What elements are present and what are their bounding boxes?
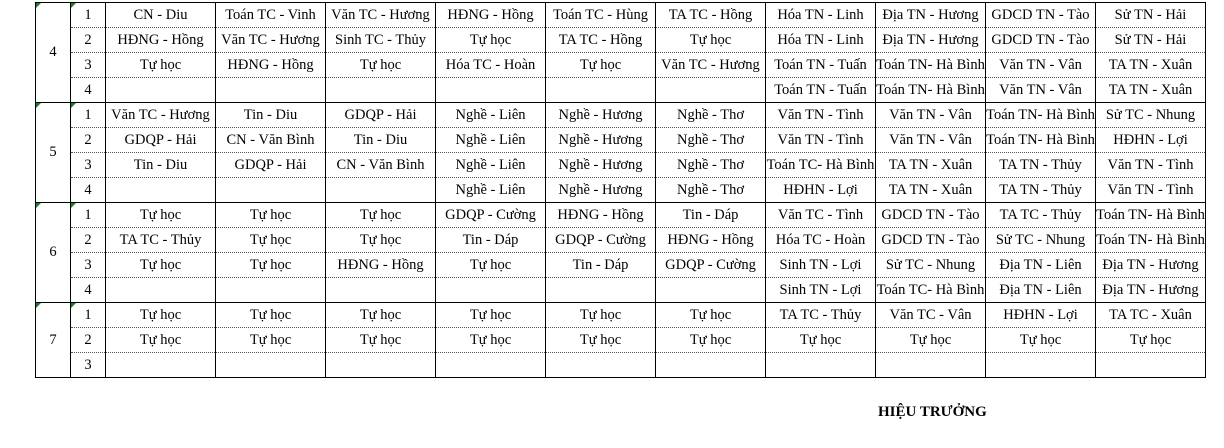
schedule-cell[interactable]: Văn TN - Vân — [876, 103, 986, 128]
schedule-cell[interactable] — [106, 278, 216, 303]
schedule-cell[interactable]: Toán TN- Hà Bình — [876, 53, 986, 78]
table-row — [36, 103, 1206, 128]
schedule-cell[interactable]: Toán TN- Hà Bình — [1096, 228, 1206, 253]
schedule-cell[interactable]: Tự học — [216, 228, 326, 253]
table-row — [36, 128, 1206, 153]
table-row — [36, 153, 1206, 178]
schedule-cell[interactable]: TA TN - Xuân — [1096, 53, 1206, 78]
schedule-cell[interactable] — [436, 278, 546, 303]
schedule-cell[interactable] — [326, 353, 436, 378]
schedule-cell[interactable]: Tự học — [216, 303, 326, 328]
period-cell[interactable]: 4 — [71, 178, 106, 203]
table-row — [36, 328, 1206, 353]
schedule-cell[interactable]: CN - Văn Bình — [216, 128, 326, 153]
schedule-cell[interactable] — [216, 353, 326, 378]
schedule-cell[interactable] — [436, 78, 546, 103]
schedule-cell[interactable]: Địa TN - Hương — [1096, 278, 1206, 303]
schedule-cell[interactable]: TA TC - Thủy — [986, 203, 1096, 228]
schedule-cell[interactable]: Tự học — [326, 328, 436, 353]
schedule-cell[interactable] — [546, 353, 656, 378]
schedule-cell[interactable]: Toán TN- Hà Bình — [986, 128, 1096, 153]
schedule-cell[interactable]: Tự học — [106, 253, 216, 278]
schedule-cell[interactable]: Sử TN - Hải — [1096, 3, 1206, 28]
schedule-cell[interactable]: TA TC - Thủy — [106, 228, 216, 253]
schedule-cell[interactable]: Hóa TN - Linh — [766, 28, 876, 53]
schedule-cell[interactable]: Tự học — [106, 303, 216, 328]
schedule-cell[interactable]: Nghề - Liên — [436, 103, 546, 128]
schedule-cell[interactable]: TA TN - Xuân — [876, 178, 986, 203]
day-cell[interactable]: 5 — [36, 103, 71, 203]
schedule-cell[interactable] — [216, 78, 326, 103]
schedule-cell[interactable]: Tự học — [326, 53, 436, 78]
schedule-cell[interactable]: Tự học — [766, 328, 876, 353]
schedule-cell[interactable]: GDCD TN - Tào — [986, 3, 1096, 28]
day-cell[interactable]: 6 — [36, 203, 71, 303]
schedule-cell[interactable]: Văn TC - Hương — [326, 3, 436, 28]
schedule-cell[interactable]: Sinh TN - Lợi — [766, 278, 876, 303]
schedule-cell[interactable]: HĐHN - Lợi — [766, 178, 876, 203]
period-cell[interactable]: 1 — [71, 203, 106, 228]
schedule-cell[interactable] — [436, 353, 546, 378]
period-cell[interactable]: 4 — [71, 278, 106, 303]
schedule-cell[interactable]: Toán TN- Hà Bình — [1096, 203, 1206, 228]
schedule-cell[interactable] — [766, 353, 876, 378]
schedule-cell[interactable]: TA TC - Hồng — [546, 28, 656, 53]
schedule-cell[interactable]: Tự học — [876, 328, 986, 353]
schedule-cell[interactable]: HĐHN - Lợi — [1096, 128, 1206, 153]
schedule-cell[interactable]: HĐNG - Hồng — [656, 228, 766, 253]
schedule-cell[interactable]: Toán TC- Hà Bình — [876, 278, 986, 303]
schedule-cell[interactable]: Văn TC - Hương — [216, 28, 326, 53]
schedule-cell[interactable] — [106, 178, 216, 203]
table-row — [36, 353, 1206, 378]
schedule-cell[interactable]: TA TN - Thủy — [986, 153, 1096, 178]
timetable — [35, 2, 1206, 378]
schedule-cell[interactable]: Tin - Diu — [106, 153, 216, 178]
schedule-cell[interactable]: Văn TC - Tình — [766, 203, 876, 228]
schedule-cell[interactable]: Tự học — [106, 203, 216, 228]
schedule-cell[interactable]: Văn TN - Tình — [766, 128, 876, 153]
schedule-cell[interactable]: Văn TN - Vân — [986, 53, 1096, 78]
schedule-cell[interactable]: Địa TN - Hương — [1096, 253, 1206, 278]
schedule-cell[interactable]: CN - Văn Bình — [326, 153, 436, 178]
table-row — [36, 253, 1206, 278]
schedule-cell[interactable]: Tự học — [656, 28, 766, 53]
schedule-cell[interactable]: GDQP - Cường — [436, 203, 546, 228]
signature-title: HIỆU TRƯỞNG — [878, 404, 987, 420]
schedule-cell[interactable]: Sử TC - Nhung — [876, 253, 986, 278]
schedule-cell[interactable] — [656, 278, 766, 303]
schedule-cell[interactable]: Văn TN - Vân — [986, 78, 1096, 103]
period-cell[interactable]: 4 — [71, 78, 106, 103]
schedule-cell[interactable]: Hóa TC - Hoàn — [436, 53, 546, 78]
schedule-cell[interactable]: Nghề - Hương — [546, 178, 656, 203]
schedule-cell[interactable]: Tin - Dáp — [656, 203, 766, 228]
schedule-cell[interactable]: HĐNG - Hồng — [546, 203, 656, 228]
schedule-cell[interactable]: Tự học — [546, 303, 656, 328]
schedule-cell[interactable]: Toán TN - Tuấn — [766, 53, 876, 78]
schedule-cell[interactable]: GDQP - Hải — [216, 153, 326, 178]
schedule-cell[interactable]: Sử TC - Nhung — [1096, 103, 1206, 128]
schedule-cell[interactable]: Văn TN - Tình — [766, 103, 876, 128]
period-cell[interactable]: 2 — [71, 328, 106, 353]
schedule-cell[interactable]: Tự học — [1096, 328, 1206, 353]
schedule-cell[interactable]: Tự học — [216, 328, 326, 353]
schedule-cell[interactable]: Nghề - Thơ — [656, 153, 766, 178]
schedule-cell[interactable]: TA TN - Xuân — [876, 153, 986, 178]
schedule-cell[interactable]: Tự học — [436, 253, 546, 278]
schedule-cell[interactable] — [1096, 353, 1206, 378]
schedule-cell[interactable]: HĐNG - Hồng — [436, 3, 546, 28]
schedule-cell[interactable]: Tự học — [216, 203, 326, 228]
schedule-cell[interactable]: Sinh TC - Thủy — [326, 28, 436, 53]
schedule-cell[interactable]: Tin - Dáp — [546, 253, 656, 278]
schedule-cell[interactable]: Địa TN - Hương — [876, 3, 986, 28]
day-cell[interactable]: 7 — [36, 303, 71, 378]
schedule-cell[interactable] — [986, 353, 1096, 378]
schedule-cell[interactable]: Toán TN- Hà Bình — [986, 103, 1096, 128]
period-cell[interactable]: 1 — [71, 3, 106, 28]
schedule-cell[interactable]: Nghề - Liên — [436, 128, 546, 153]
schedule-cell[interactable]: Tự học — [106, 53, 216, 78]
schedule-cell[interactable]: Hóa TN - Linh — [766, 3, 876, 28]
table-row — [36, 28, 1206, 53]
schedule-cell[interactable]: Văn TC - Vân — [876, 303, 986, 328]
period-cell[interactable]: 2 — [71, 228, 106, 253]
schedule-cell[interactable]: CN - Diu — [106, 3, 216, 28]
schedule-cell[interactable]: Tự học — [656, 328, 766, 353]
schedule-cell[interactable]: Nghề - Hương — [546, 153, 656, 178]
schedule-cell[interactable]: Sinh TN - Lợi — [766, 253, 876, 278]
schedule-cell[interactable]: Địa TN - Liên — [986, 278, 1096, 303]
schedule-cell[interactable]: GDQP - Cường — [656, 253, 766, 278]
schedule-cell[interactable]: Tin - Diu — [216, 103, 326, 128]
schedule-cell[interactable]: Nghề - Thơ — [656, 103, 766, 128]
schedule-cell[interactable] — [656, 353, 766, 378]
schedule-cell[interactable] — [546, 278, 656, 303]
period-cell[interactable]: 2 — [71, 28, 106, 53]
schedule-cell[interactable] — [546, 78, 656, 103]
schedule-cell[interactable]: Nghề - Thơ — [656, 178, 766, 203]
period-cell[interactable]: 3 — [71, 153, 106, 178]
schedule-cell[interactable]: Tự học — [326, 228, 436, 253]
schedule-cell[interactable]: Nghề - Hương — [546, 128, 656, 153]
schedule-cell[interactable]: GDCD TN - Tào — [986, 28, 1096, 53]
table-row — [36, 278, 1206, 303]
timetable-body — [36, 3, 1206, 378]
table-row — [36, 3, 1206, 28]
schedule-cell[interactable]: GDQP - Cường — [546, 228, 656, 253]
schedule-cell[interactable] — [656, 78, 766, 103]
schedule-cell[interactable]: Văn TC - Hương — [656, 53, 766, 78]
schedule-cell[interactable]: Toán TN- Hà Bình — [876, 78, 986, 103]
schedule-cell[interactable]: TA TC - Xuân — [1096, 303, 1206, 328]
table-row — [36, 53, 1206, 78]
schedule-cell[interactable]: TA TC - Hồng — [656, 3, 766, 28]
schedule-cell[interactable]: Tự học — [106, 328, 216, 353]
schedule-cell[interactable]: Nghề - Thơ — [656, 128, 766, 153]
schedule-cell[interactable]: GDCD TN - Tào — [876, 228, 986, 253]
schedule-cell[interactable] — [216, 278, 326, 303]
schedule-cell[interactable]: Địa TN - Liên — [986, 253, 1096, 278]
schedule-cell[interactable]: GDQP - Hải — [106, 128, 216, 153]
schedule-cell[interactable]: Toán TC- Hà Bình — [766, 153, 876, 178]
period-cell[interactable]: 1 — [71, 303, 106, 328]
schedule-cell[interactable]: Tự học — [326, 303, 436, 328]
schedule-cell[interactable]: Tin - Diu — [326, 128, 436, 153]
schedule-cell[interactable]: GDCD TN - Tào — [876, 203, 986, 228]
schedule-cell[interactable]: Tự học — [436, 28, 546, 53]
schedule-cell[interactable]: HĐHN - Lợi — [986, 303, 1096, 328]
schedule-cell[interactable] — [876, 353, 986, 378]
table-row — [36, 228, 1206, 253]
day-cell[interactable]: 4 — [36, 3, 71, 103]
schedule-cell[interactable]: Tự học — [986, 328, 1096, 353]
schedule-cell[interactable]: Văn TN - Vân — [876, 128, 986, 153]
schedule-cell[interactable]: HĐNG - Hồng — [106, 28, 216, 53]
schedule-cell[interactable]: TA TN - Xuân — [1096, 78, 1206, 103]
schedule-cell[interactable]: Tự học — [546, 53, 656, 78]
schedule-cell[interactable]: Nghề - Hương — [546, 103, 656, 128]
schedule-cell[interactable]: Nghề - Liên — [436, 178, 546, 203]
schedule-cell[interactable]: Hóa TC - Hoàn — [766, 228, 876, 253]
schedule-cell[interactable]: TA TC - Thủy — [766, 303, 876, 328]
schedule-cell[interactable]: Văn TN - Tình — [1096, 153, 1206, 178]
schedule-cell[interactable]: Tự học — [436, 328, 546, 353]
schedule-cell[interactable]: Tự học — [546, 328, 656, 353]
schedule-cell[interactable]: Tự học — [326, 203, 436, 228]
table-row — [36, 178, 1206, 203]
schedule-cell[interactable]: TA TN - Thủy — [986, 178, 1096, 203]
schedule-cell[interactable] — [326, 78, 436, 103]
period-cell[interactable]: 3 — [71, 353, 106, 378]
schedule-cell[interactable]: Sử TN - Hải — [1096, 28, 1206, 53]
schedule-cell[interactable]: GDQP - Hải — [326, 103, 436, 128]
schedule-cell[interactable]: Toán TC - Vinh — [216, 3, 326, 28]
schedule-cell[interactable] — [216, 178, 326, 203]
schedule-cell[interactable]: Văn TN - Tình — [1096, 178, 1206, 203]
period-cell[interactable]: 2 — [71, 128, 106, 153]
period-cell[interactable]: 3 — [71, 53, 106, 78]
schedule-cell[interactable]: Địa TN - Hương — [876, 28, 986, 53]
schedule-cell[interactable]: Nghề - Liên — [436, 153, 546, 178]
schedule-cell[interactable]: Toán TN - Tuấn — [766, 78, 876, 103]
schedule-cell[interactable]: Văn TC - Hương — [106, 103, 216, 128]
schedule-cell[interactable]: Toán TC - Hùng — [546, 3, 656, 28]
schedule-cell[interactable]: Tin - Dáp — [436, 228, 546, 253]
schedule-cell[interactable]: Tự học — [436, 303, 546, 328]
schedule-cell[interactable] — [106, 353, 216, 378]
schedule-cell[interactable]: Sử TC - Nhung — [986, 228, 1096, 253]
schedule-cell[interactable]: Tự học — [216, 253, 326, 278]
schedule-cell[interactable]: HĐNG - Hồng — [216, 53, 326, 78]
schedule-cell[interactable] — [326, 178, 436, 203]
table-row — [36, 203, 1206, 228]
schedule-cell[interactable] — [106, 78, 216, 103]
schedule-cell[interactable]: Tự học — [656, 303, 766, 328]
schedule-cell[interactable]: HĐNG - Hồng — [326, 253, 436, 278]
schedule-cell[interactable] — [326, 278, 436, 303]
table-row — [36, 303, 1206, 328]
period-cell[interactable]: 3 — [71, 253, 106, 278]
table-row — [36, 78, 1206, 103]
period-cell[interactable]: 1 — [71, 103, 106, 128]
